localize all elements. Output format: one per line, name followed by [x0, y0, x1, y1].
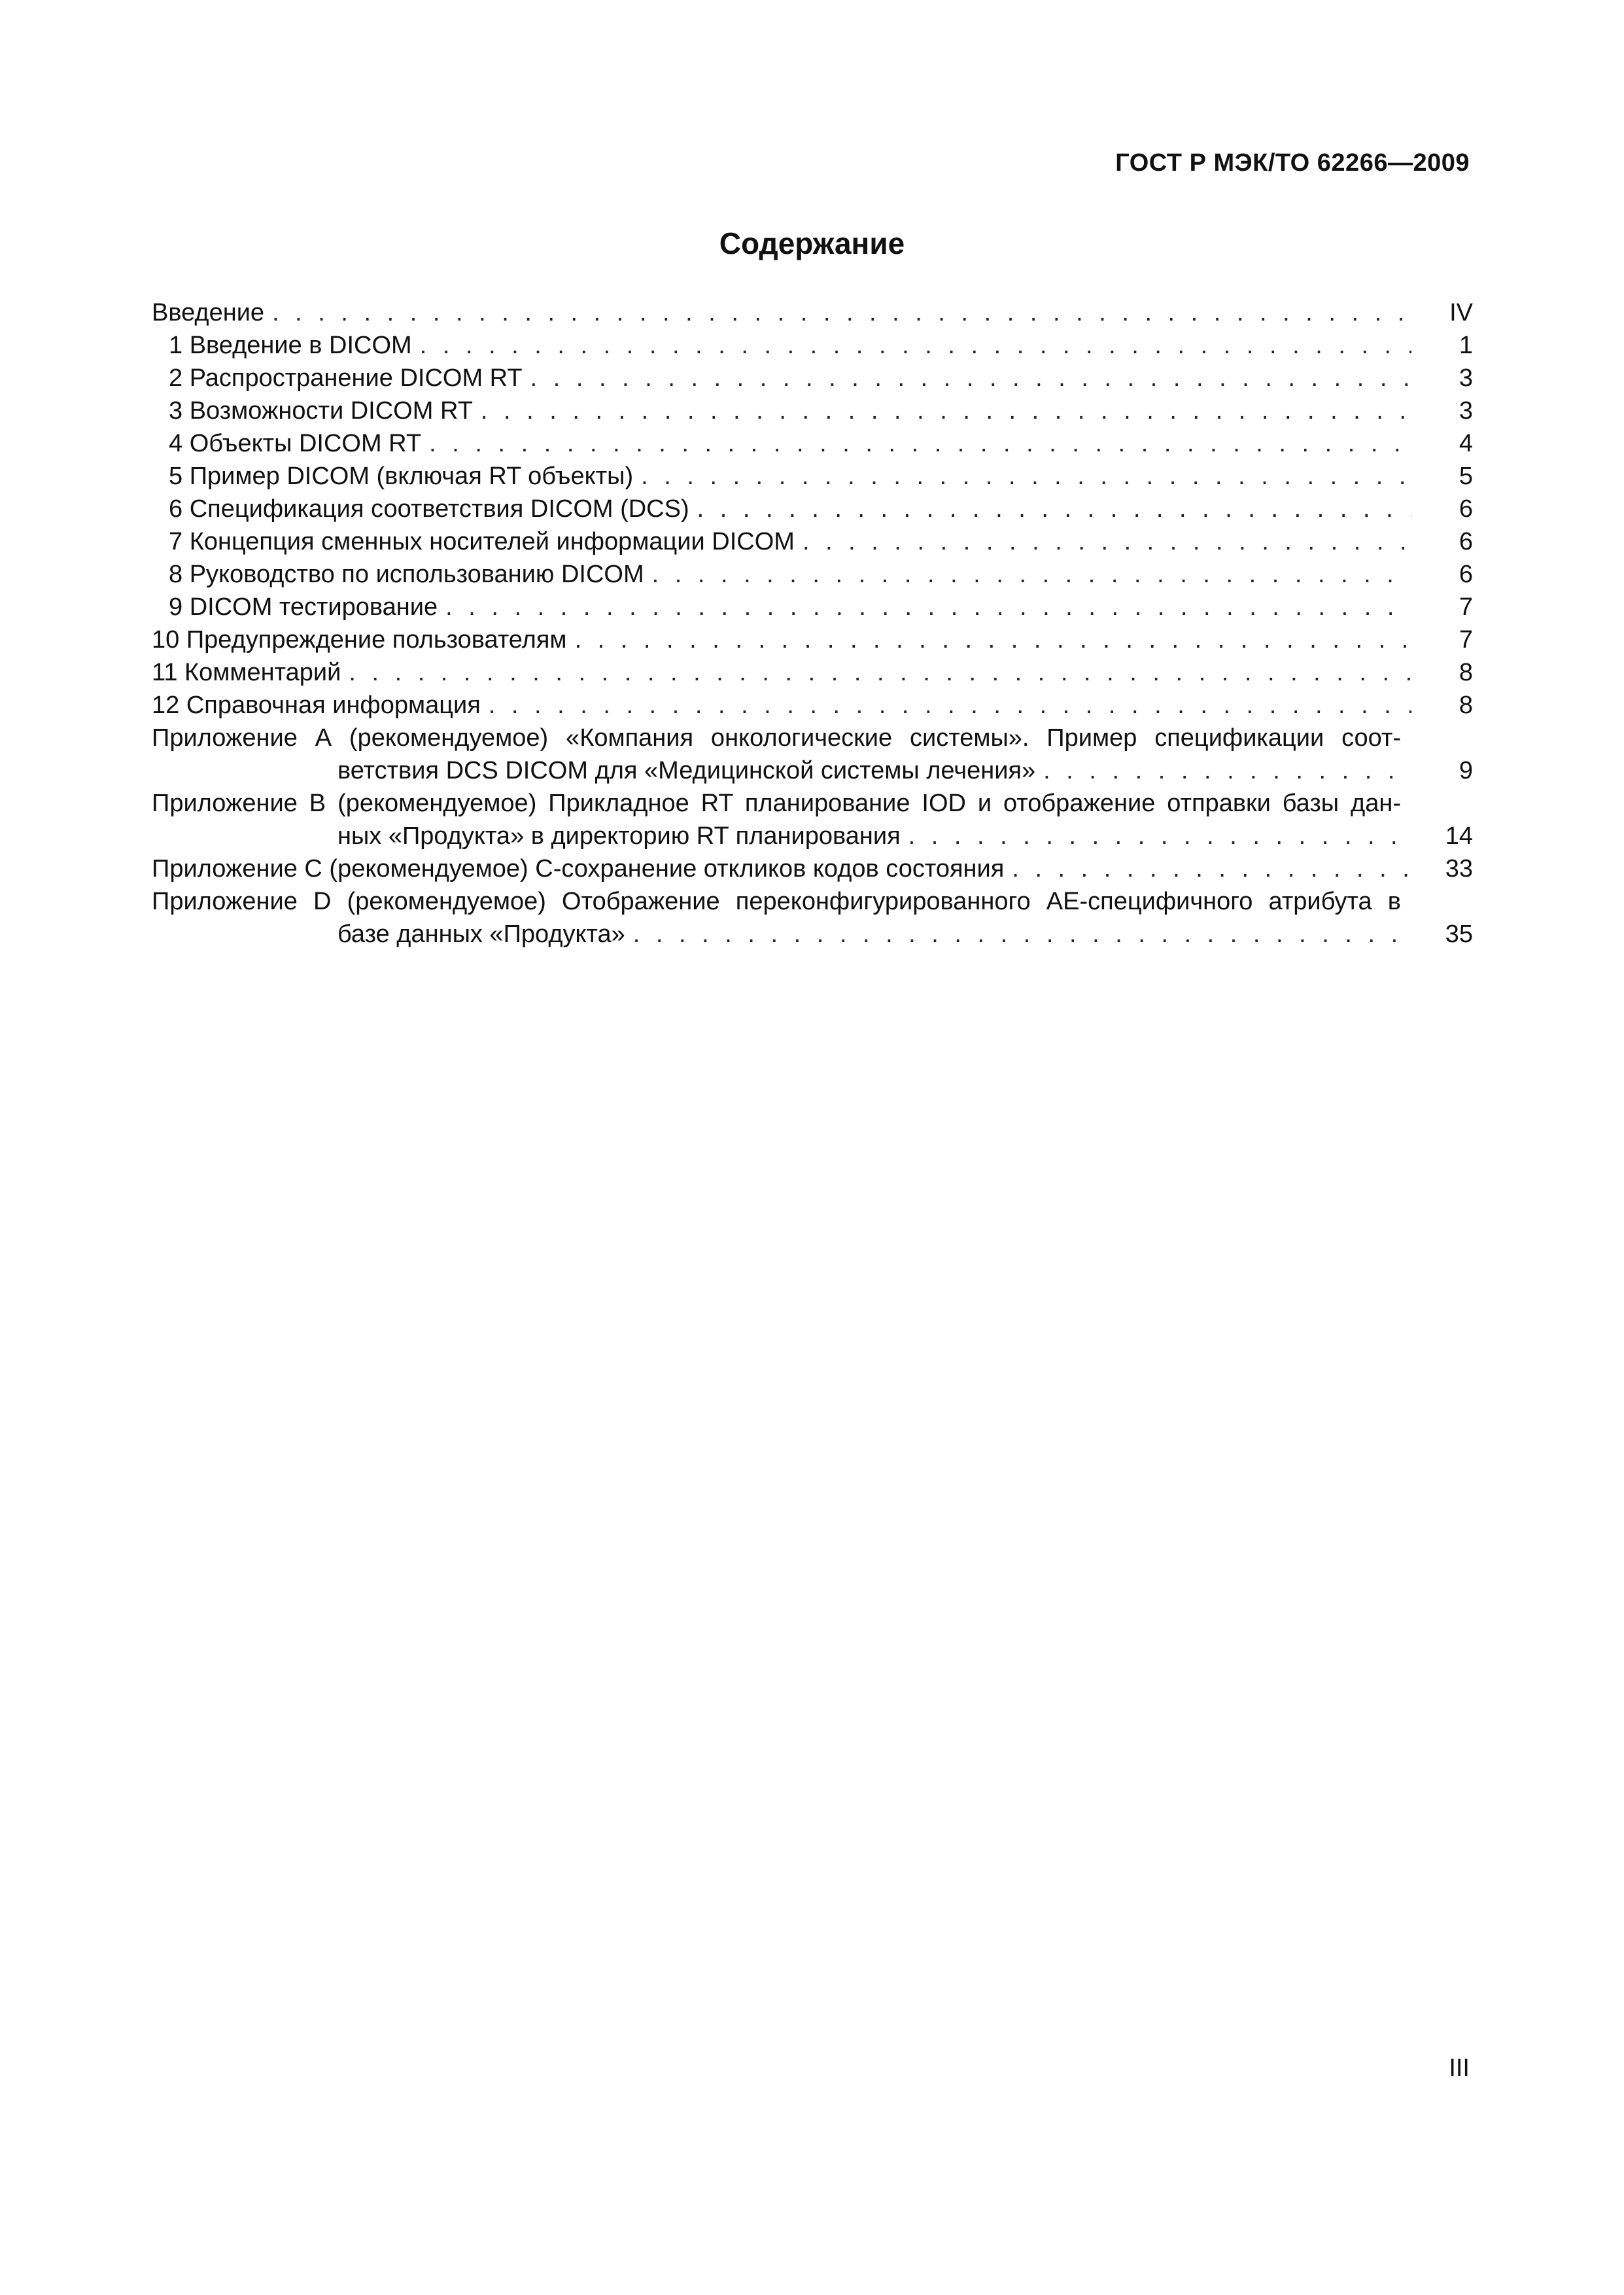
toc-entry-7[interactable]	[152, 525, 1473, 558]
toc-entry-text-line2: базе данных «Продукта»	[337, 920, 625, 948]
toc-entry-text: Приложение С (рекомендуемое) С-сохранение откликов кодов состояния	[152, 855, 1005, 883]
toc-entry-annex-a[interactable]	[152, 722, 1473, 787]
toc-leader-dots	[272, 296, 1411, 329]
toc-entry-page: 33	[1445, 855, 1473, 883]
toc-entry-3[interactable]	[152, 394, 1473, 427]
toc-entry-9[interactable]	[152, 591, 1473, 623]
toc-entry-page: 14	[1445, 822, 1473, 850]
toc-entry-page: 3	[1459, 364, 1473, 392]
toc-leader-dots	[349, 656, 1411, 689]
toc-entry-page: 4	[1459, 430, 1473, 457]
toc-leader-dots	[1012, 852, 1411, 885]
toc-entry-5[interactable]	[152, 460, 1473, 493]
toc-entry-text: 10 Предупреждение пользователям	[152, 626, 567, 654]
toc-leader-dots	[803, 525, 1411, 558]
toc-entry-text-line2: ных «Продукта» в директорию RT планирования	[337, 822, 901, 850]
toc-entry-1[interactable]	[152, 329, 1473, 362]
toc-leader-dots	[652, 558, 1411, 591]
toc-entry-text: 5 Пример DICOM (включая RT объекты)	[169, 463, 634, 490]
toc-leader-dots	[633, 918, 1411, 951]
toc-leader-dots	[420, 329, 1411, 362]
toc-leader-dots	[1043, 754, 1411, 787]
toc-entry-text-line1: Приложение А (рекомендуемое) «Компания онкологические системы». Пример спецификации соот-	[152, 724, 1401, 752]
toc-entry-text: 8 Руководство по использованию DICOM	[169, 561, 644, 588]
toc-entry-page: 5	[1459, 463, 1473, 490]
toc-entry-annex-c[interactable]	[152, 852, 1473, 885]
toc-entry-page: 8	[1459, 659, 1473, 686]
toc-entry-12[interactable]	[152, 689, 1473, 722]
toc-entry-6[interactable]	[152, 493, 1473, 525]
toc-entry-annex-d[interactable]	[152, 885, 1473, 951]
toc-entry-text-line1: Приложение В (рекомендуемое) Прикладное RT планирование IOD и отображение отправки базы дан-	[152, 790, 1401, 817]
toc-leader-dots	[489, 689, 1411, 722]
toc-entry-text: 7 Концепция сменных носителей информации DICOM	[169, 528, 795, 555]
table-of-contents	[152, 296, 1473, 951]
toc-leader-dots	[641, 460, 1411, 493]
toc-entry-page: 6	[1459, 561, 1473, 588]
toc-entry-text: 6 Спецификация соответствия DICOM (DCS)	[169, 495, 689, 523]
toc-leader-dots	[481, 394, 1411, 427]
page-number: III	[1449, 2054, 1470, 2082]
page-title: Содержание	[719, 226, 905, 260]
toc-entry-10[interactable]	[152, 623, 1473, 656]
toc-entry-4[interactable]	[152, 427, 1473, 460]
toc-entry-text: 2 Распространение DICOM RT	[169, 364, 523, 392]
toc-entry-11[interactable]	[152, 656, 1473, 689]
toc-entry-text: 1 Введение в DICOM	[169, 332, 412, 359]
toc-entry-text: 4 Объекты DICOM RT	[169, 430, 422, 457]
toc-entry-page: 1	[1459, 332, 1473, 359]
toc-leader-dots	[429, 427, 1411, 460]
toc-entry-page: IV	[1449, 299, 1473, 326]
toc-entry-text: 9 DICOM тестирование	[169, 593, 438, 621]
toc-entry-text: 3 Возможности DICOM RT	[169, 397, 473, 425]
toc-entry-page: 6	[1459, 528, 1473, 555]
toc-entry-page: 9	[1459, 757, 1473, 784]
toc-entry-page: 35	[1445, 920, 1473, 948]
toc-entry-text-line2: ветствия DCS DICOM для «Медицинской системы лечения»	[337, 757, 1036, 784]
toc-entry-text: Введение	[152, 299, 265, 326]
toc-leader-dots	[575, 623, 1411, 656]
standard-header: ГОСТ Р МЭК/ТО 62266—2009	[1115, 149, 1470, 177]
toc-entry-8[interactable]	[152, 558, 1473, 591]
toc-entry-page: 8	[1459, 692, 1473, 719]
toc-entry-intro[interactable]	[152, 296, 1473, 329]
toc-entry-page: 6	[1459, 495, 1473, 523]
toc-leader-dots	[445, 591, 1411, 623]
toc-entry-text: 12 Справочная информация	[152, 692, 481, 719]
toc-entry-page: 3	[1459, 397, 1473, 425]
toc-entry-annex-b[interactable]	[152, 787, 1473, 852]
toc-entry-page: 7	[1459, 593, 1473, 621]
toc-entry-text-line1: Приложение D (рекомендуемое) Отображение переконфигурированного АЕ-специфичного атрибута в	[152, 888, 1401, 915]
toc-entry-text: 11 Комментарий	[152, 659, 341, 686]
toc-leader-dots	[530, 362, 1411, 394]
toc-entry-2[interactable]	[152, 362, 1473, 394]
toc-leader-dots	[697, 493, 1411, 525]
toc-entry-page: 7	[1459, 626, 1473, 654]
toc-leader-dots	[908, 820, 1411, 852]
